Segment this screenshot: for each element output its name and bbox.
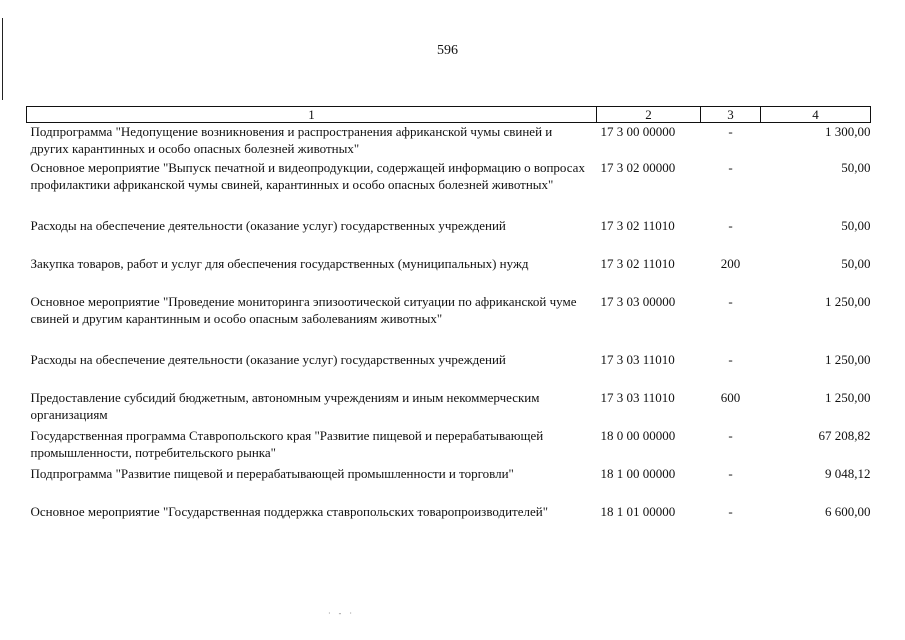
row-vr: -: [728, 465, 733, 481]
row-code: 18 0 00 00000: [600, 427, 676, 443]
row-name: Основное мероприятие "Выпуск печатной и видеопродукции, содержащей информацию о вопросах профилактики африканской чумы свиней, карантинных и особо опасных болезней животных": [30, 159, 585, 192]
row-name: Предоставление субсидий бюджетным, автономным учреждениям и иным некоммерческим организациям: [30, 389, 540, 422]
row-code: 18 1 01 00000: [600, 503, 676, 519]
row-vr: 200: [720, 255, 741, 271]
table-row: [27, 427, 871, 465]
row-sum: 9 048,12: [825, 465, 871, 481]
row-sum: 50,00: [841, 159, 871, 175]
row-name: Государственная программа Ставропольского края "Развитие пищевой и перерабатывающей промышленности, потребительского рынка": [30, 427, 544, 460]
table-header-row: [27, 107, 871, 123]
row-sum: 1 300,00: [825, 124, 871, 139]
row-vr: -: [728, 217, 733, 233]
row-vr: -: [728, 427, 733, 443]
table-row: [27, 503, 871, 541]
row-vr: 600: [720, 389, 741, 405]
row-sum: 1 250,00: [825, 293, 871, 309]
row-sum: 50,00: [841, 217, 871, 233]
table-row: [27, 465, 871, 503]
header-col-2: 2: [597, 107, 701, 123]
row-sum: 1 250,00: [825, 351, 871, 367]
row-name: Расходы на обеспечение деятельности (оказание услуг) государственных учреждений: [30, 217, 506, 233]
row-code: 17 3 03 11010: [600, 351, 675, 367]
table-row: [27, 159, 871, 217]
row-vr: -: [728, 159, 733, 175]
header-col-4: 4: [761, 107, 871, 123]
row-name: Подпрограмма "Развитие пищевой и перерабатывающей промышленности и торговли": [30, 465, 514, 481]
row-name: Основное мероприятие "Государственная поддержка ставропольских товаропроизводителей": [30, 503, 549, 519]
scan-noise-marks: · - ·: [328, 609, 355, 618]
row-sum: 6 600,00: [825, 503, 871, 519]
table-row: [27, 293, 871, 351]
row-code: 18 1 00 00000: [600, 465, 676, 481]
row-code: 17 3 02 11010: [600, 255, 675, 271]
budget-table: [26, 106, 871, 541]
row-vr: -: [728, 351, 733, 367]
table-row: [27, 389, 871, 427]
row-name: Подпрограмма "Недопущение возникновения и распространения африканской чумы свиней и других карантинных и особо опасных болезней животных": [30, 124, 553, 156]
row-vr: -: [728, 503, 733, 519]
row-code: 17 3 03 00000: [600, 293, 676, 309]
page-number: 596: [437, 43, 458, 58]
header-col-1: 1: [27, 107, 597, 123]
row-name: Закупка товаров, работ и услуг для обеспечения государственных (муниципальных) нужд: [30, 255, 529, 271]
row-vr: -: [728, 124, 733, 139]
row-code: 17 3 03 11010: [600, 389, 675, 405]
row-sum: 67 208,82: [818, 427, 871, 443]
scan-edge-line: [2, 18, 3, 100]
table-row: [27, 123, 871, 159]
header-col-3: 3: [701, 107, 761, 123]
row-sum: 50,00: [841, 255, 871, 271]
row-name: Основное мероприятие "Проведение мониторинга эпизоотической ситуации по африканской чуме свиней и другим карантинным и особо опасным заболеваниям животных": [30, 293, 577, 326]
row-code: 17 3 02 00000: [600, 159, 676, 175]
table-row: [27, 255, 871, 293]
table-row: [27, 217, 871, 255]
row-name: Расходы на обеспечение деятельности (оказание услуг) государственных учреждений: [30, 351, 506, 367]
row-vr: -: [728, 293, 733, 309]
table-row: [27, 351, 871, 389]
row-code: 17 3 00 00000: [600, 124, 676, 139]
row-code: 17 3 02 11010: [600, 217, 675, 233]
row-sum: 1 250,00: [825, 389, 871, 405]
